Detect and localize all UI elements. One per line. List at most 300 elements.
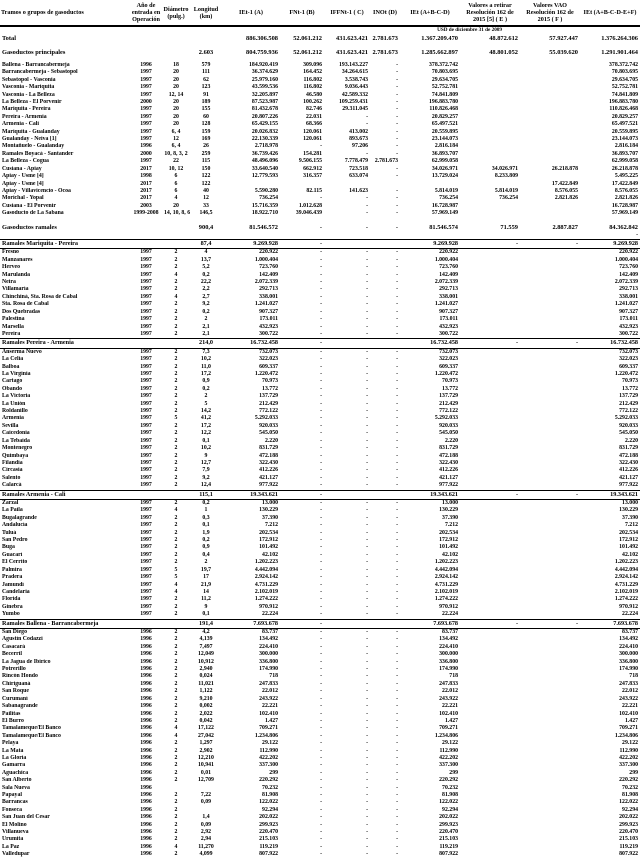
cell: 1.376.264.306: [601, 35, 638, 42]
table-row: [0, 356, 640, 363]
cell: [460, 844, 520, 851]
cell: 1996: [140, 754, 152, 761]
table-row: [0, 482, 640, 490]
cell: 212.429: [619, 400, 638, 407]
cell: [460, 309, 520, 316]
cell: 110.826.468: [609, 106, 638, 113]
cell: -: [520, 339, 580, 349]
cell: 1997: [140, 371, 152, 378]
cell: [460, 279, 520, 286]
cell: 2: [174, 636, 178, 643]
cell: 1997: [140, 537, 152, 544]
cell: 1997: [140, 330, 152, 337]
cell: -: [396, 851, 398, 858]
cell: 7.212: [264, 522, 278, 529]
table-row: [0, 681, 640, 688]
cell: Guacarí: [2, 551, 23, 558]
cell: 36.893.707: [611, 150, 638, 157]
cell: 736.254: [259, 195, 278, 202]
cell: 13.000: [442, 500, 458, 507]
cell: -: [396, 249, 398, 256]
cell: -: [366, 113, 368, 120]
cell: 13.772: [622, 385, 638, 392]
table-row: [0, 301, 640, 308]
cell: -: [366, 459, 368, 466]
cell: 421.127: [439, 474, 458, 481]
cell: San Juan del Cesar: [2, 814, 50, 821]
cell: 13.000: [622, 500, 638, 507]
cell: -: [320, 851, 322, 858]
cell: 122.022: [439, 799, 458, 806]
cell: [460, 371, 520, 378]
cell: -: [366, 363, 368, 370]
cell: 5: [204, 400, 208, 407]
cell: -: [320, 264, 322, 271]
cell: 9.036.443: [344, 84, 368, 91]
cell: 2: [174, 500, 178, 507]
cell: [460, 644, 520, 651]
cell: 7.778.479: [344, 158, 368, 165]
cell: 2.220: [264, 437, 278, 444]
cell: 134.492: [439, 636, 458, 643]
cell: [520, 158, 580, 165]
cell: 5.292.033: [254, 415, 278, 422]
cell: Urumita: [2, 836, 24, 843]
cell: Zarzal: [2, 500, 19, 507]
cell: 336.800: [619, 658, 638, 665]
table-row: [0, 636, 640, 643]
cell: -: [366, 762, 368, 769]
cell: 2.220: [624, 437, 638, 444]
cell: Roldanillo: [2, 408, 28, 415]
cell: [460, 393, 520, 400]
cell: 772.122: [619, 408, 638, 415]
cell: Fonseca: [2, 806, 22, 813]
cell: -: [396, 445, 398, 452]
cell: -: [366, 415, 368, 422]
cell: Sala Nueva: [2, 784, 30, 791]
cell: [460, 84, 520, 91]
cell: [520, 822, 580, 829]
cell: -: [396, 529, 398, 536]
cell: -: [366, 799, 368, 806]
cell: 141.623: [349, 187, 368, 194]
cell: -: [320, 400, 322, 407]
cell: [460, 438, 520, 445]
cell: La Gloria: [2, 754, 27, 761]
cell: 20: [173, 99, 179, 106]
cell: -: [366, 806, 368, 813]
cell: 110.826.468: [429, 106, 458, 113]
cell: 1997: [140, 415, 152, 422]
cell: 36.374.629: [251, 69, 278, 76]
cell: 41,2: [200, 415, 212, 422]
cell: 1997: [140, 271, 152, 278]
cell: 2: [174, 814, 178, 821]
cell: [460, 718, 520, 725]
cell: [460, 121, 520, 128]
cell: -: [366, 651, 368, 658]
cell: -: [366, 574, 368, 581]
cell: 412.226: [619, 467, 638, 474]
cell: -: [396, 651, 398, 658]
cell: 12,2: [200, 430, 212, 437]
cell: -: [320, 762, 322, 769]
cell: 87,4: [190, 239, 222, 249]
cell: Gasoductos ramales: [2, 223, 57, 231]
cell: 2: [174, 430, 178, 437]
cell: [520, 559, 580, 566]
cell: [460, 552, 520, 559]
cell: -: [366, 658, 368, 665]
table-row: [0, 770, 640, 777]
cell: 2: [174, 459, 178, 466]
cell: 130.229: [619, 507, 638, 514]
cell: 1.000.404: [254, 256, 278, 263]
table-row: [0, 309, 640, 316]
cell: -: [320, 249, 322, 256]
cell: 26.218.878: [611, 165, 638, 172]
cell: [460, 733, 520, 740]
cell: 202.022: [439, 814, 458, 821]
cell: -: [366, 393, 368, 400]
cell: 4: [174, 581, 178, 588]
cell: -: [366, 666, 368, 673]
cell: 2.924.142: [434, 574, 458, 581]
cell: 101.492: [619, 544, 638, 551]
cell: -: [320, 330, 322, 337]
table-row: [0, 725, 640, 732]
cell: 2: [174, 537, 178, 544]
cell: -: [366, 445, 368, 452]
cell: 2: [174, 629, 178, 636]
cell: [460, 415, 520, 422]
cell: 4: [174, 588, 178, 595]
cell: 173.011: [259, 316, 278, 323]
cell: -: [396, 113, 398, 120]
cell: [190, 807, 222, 814]
cell: 42.102: [442, 551, 458, 558]
cell: [520, 356, 580, 363]
cell: Neira: [2, 279, 16, 286]
cell: 804.759.936: [246, 49, 278, 56]
cell: 1997: [140, 430, 152, 437]
cell: [520, 844, 580, 851]
cell: Tamalameque/El Banco: [2, 725, 61, 732]
cell: [460, 822, 520, 829]
cell: [460, 574, 520, 581]
cell: -: [396, 769, 398, 776]
cell: 2: [174, 688, 178, 695]
cell: 26: [203, 143, 209, 150]
cell: -: [396, 725, 398, 732]
cell: 137.729: [259, 393, 278, 400]
cell: 2: [174, 754, 178, 761]
cell: -: [320, 286, 322, 293]
cell: 2,022: [199, 710, 213, 717]
table-row: [0, 188, 640, 195]
cell: Potrerillo: [2, 666, 26, 673]
cell: -: [396, 393, 398, 400]
cell: -: [366, 710, 368, 717]
cell: -: [460, 339, 520, 349]
cell: Pradera: [2, 574, 23, 581]
cell: -: [366, 474, 368, 481]
cell: -: [366, 754, 368, 761]
cell: [130, 34, 162, 43]
cell: 81.908: [442, 791, 458, 798]
cell: -: [320, 422, 322, 429]
cell: -: [320, 551, 322, 558]
cell: -: [366, 371, 368, 378]
cell: 9: [204, 603, 208, 610]
table-row: [0, 272, 640, 279]
cell: -: [366, 566, 368, 573]
cell: [520, 733, 580, 740]
cell: 22.012: [622, 688, 638, 695]
cell: 2000: [140, 99, 152, 106]
cell: 6, 4: [171, 128, 181, 135]
cell: 472.188: [619, 452, 638, 459]
cell: 1997: [140, 106, 152, 113]
cell: 0,2: [202, 385, 210, 392]
cell: -: [280, 619, 324, 629]
cell: 1.220.472: [434, 371, 458, 378]
cell: [520, 257, 580, 264]
cell: -: [320, 482, 322, 489]
cell: 17,122: [198, 725, 214, 732]
cell: [400, 232, 460, 240]
table-row: [0, 257, 640, 264]
cell: 7.212: [444, 522, 458, 529]
cell: 2,902: [199, 747, 213, 754]
cell: 2: [174, 791, 178, 798]
cell: -: [366, 308, 368, 315]
cell: 1.274.222: [434, 596, 458, 603]
table-row: [0, 69, 640, 76]
cell: 718: [449, 673, 458, 680]
cell: [460, 688, 520, 695]
cell: -: [366, 851, 368, 858]
cell: 432.923: [439, 323, 458, 330]
cell: -: [396, 680, 398, 687]
cell: 1996: [140, 629, 152, 636]
cell: -: [366, 740, 368, 747]
cell: 13.772: [262, 385, 278, 392]
cell: 299: [449, 769, 458, 776]
cell: [520, 453, 580, 460]
cell: 37.390: [442, 514, 458, 521]
cell: 723.760: [439, 264, 458, 271]
cell: 81.546.572: [249, 223, 278, 231]
cell: [130, 339, 162, 349]
cell: 22: [173, 158, 179, 165]
cell: [460, 151, 520, 158]
cell: 189: [201, 99, 211, 106]
cell: 0,4: [202, 551, 210, 558]
cell: [460, 356, 520, 363]
cell: -: [320, 445, 322, 452]
cell: [520, 62, 580, 69]
cell: Quimbaya: [2, 452, 29, 459]
cell: 2: [204, 316, 208, 323]
cell: 709.271: [619, 725, 638, 732]
cell: [520, 544, 580, 551]
cell: Ginebra: [2, 603, 23, 610]
cell: [520, 770, 580, 777]
cell: -: [396, 99, 398, 106]
cell: -: [320, 806, 322, 813]
cell: 102.410: [619, 710, 638, 717]
cell: 13,7: [200, 256, 212, 263]
cell: -: [320, 474, 322, 481]
cell: Apiay - Villavicencio - Ocoa: [2, 187, 71, 194]
cell: 2: [174, 452, 178, 459]
cell: -: [396, 173, 398, 180]
cell: [280, 232, 324, 240]
cell: 16.728.987: [611, 202, 638, 209]
cell: -: [366, 437, 368, 444]
cell: -: [320, 143, 322, 150]
table-row: [0, 364, 640, 371]
cell: [460, 69, 520, 76]
cell: 29.122: [442, 740, 458, 747]
cell: -: [396, 596, 398, 603]
cell: 2: [174, 651, 178, 658]
cell: -: [396, 371, 398, 378]
cell: 4: [174, 732, 178, 739]
cell: -: [320, 415, 322, 422]
cell: Ballena - Barrancabermeja: [2, 62, 70, 68]
cell: 215.103: [619, 836, 638, 843]
cell: 202.534: [619, 529, 638, 536]
cell: 1997: [140, 596, 152, 603]
cell: 1,122: [199, 688, 213, 695]
cell: 6: [174, 180, 178, 187]
cell: 1997: [140, 459, 152, 466]
cell: [460, 249, 520, 257]
cell: [460, 515, 520, 522]
cell: [520, 430, 580, 437]
cell: 11,270: [198, 843, 214, 850]
table-row: [0, 537, 640, 544]
cell: 9,2: [202, 474, 210, 481]
cell: 65.429.155: [251, 121, 278, 128]
cell: 109.259.431: [339, 99, 368, 106]
cell: [460, 604, 520, 611]
cell: 20.559.895: [431, 128, 458, 135]
cell: Becerril: [2, 651, 22, 658]
cell: -: [396, 514, 398, 521]
cell: -: [396, 76, 398, 83]
cell: 29.311.045: [342, 106, 368, 113]
cell: [460, 114, 520, 121]
cell: Pailitas: [2, 710, 21, 717]
cell: -: [366, 725, 368, 732]
cell: Tuluá: [2, 529, 17, 536]
cell: -: [366, 348, 368, 355]
cell: 1997: [140, 467, 152, 474]
cell: 2.816.184: [614, 143, 638, 150]
cell: 137.729: [619, 393, 638, 400]
cell: 2000: [140, 150, 152, 157]
cell: 70.973: [442, 378, 458, 385]
cell: -: [396, 821, 398, 828]
cell: [222, 232, 280, 240]
cell: 20.829.257: [431, 113, 458, 120]
cell: 65.497.521: [431, 121, 458, 128]
cell: Ramales Boyacá - Santander: [2, 150, 74, 157]
cell: [460, 364, 520, 371]
cell: -: [366, 271, 368, 278]
cell: Marulanda: [2, 271, 31, 278]
cell: 412.226: [439, 467, 458, 474]
cell: 20: [173, 69, 179, 76]
cell: [460, 567, 520, 574]
cell: 300.722: [619, 330, 638, 337]
table-row: [0, 166, 640, 173]
cell: -: [366, 643, 368, 650]
cell: La Victoria: [2, 393, 31, 400]
cell: 39.046.439: [295, 210, 322, 217]
cell: 19,7: [200, 566, 212, 573]
cell: Anserma Nuevo: [2, 348, 42, 355]
cell: 17.422.849: [611, 180, 638, 187]
cell: 1,4: [202, 814, 210, 821]
cell: 1997: [140, 385, 152, 392]
cell: 718: [269, 673, 278, 680]
cell: [400, 181, 460, 188]
cell: 2: [204, 393, 208, 400]
cell: 831.729: [259, 445, 278, 452]
cell: La Paila: [2, 507, 23, 514]
cell: -: [366, 249, 368, 256]
cell: -: [396, 740, 398, 747]
cell: 1.274.222: [254, 596, 278, 603]
cell: 723.760: [259, 264, 278, 271]
table-row: [0, 151, 640, 158]
cell: -: [396, 544, 398, 551]
cell: 212.429: [259, 400, 278, 407]
cell: 83.737: [442, 629, 458, 636]
cell: -: [320, 769, 322, 776]
table-row: [0, 77, 640, 84]
cell: 1997: [140, 603, 152, 610]
cell: 709.271: [439, 725, 458, 732]
cell: -: [320, 385, 322, 392]
cell: [162, 239, 190, 249]
cell: Calarcá: [2, 482, 22, 489]
cell: 71.559: [500, 223, 518, 231]
cell: -: [366, 544, 368, 551]
cell: [520, 762, 580, 769]
cell: [460, 522, 520, 529]
section-total-row: [0, 619, 640, 629]
table-row: [0, 785, 640, 792]
cell: 772.122: [439, 408, 458, 415]
cell: 732.073: [439, 348, 458, 355]
cell: 123: [201, 84, 211, 91]
cell: [460, 301, 520, 308]
cell: [460, 696, 520, 703]
cell: -: [366, 821, 368, 828]
cell: 0,2: [202, 500, 210, 507]
cell: 17: [203, 574, 209, 581]
cell: 2: [174, 256, 178, 263]
cell: -: [366, 611, 368, 618]
cell: -: [366, 430, 368, 437]
table-row: [0, 762, 640, 769]
